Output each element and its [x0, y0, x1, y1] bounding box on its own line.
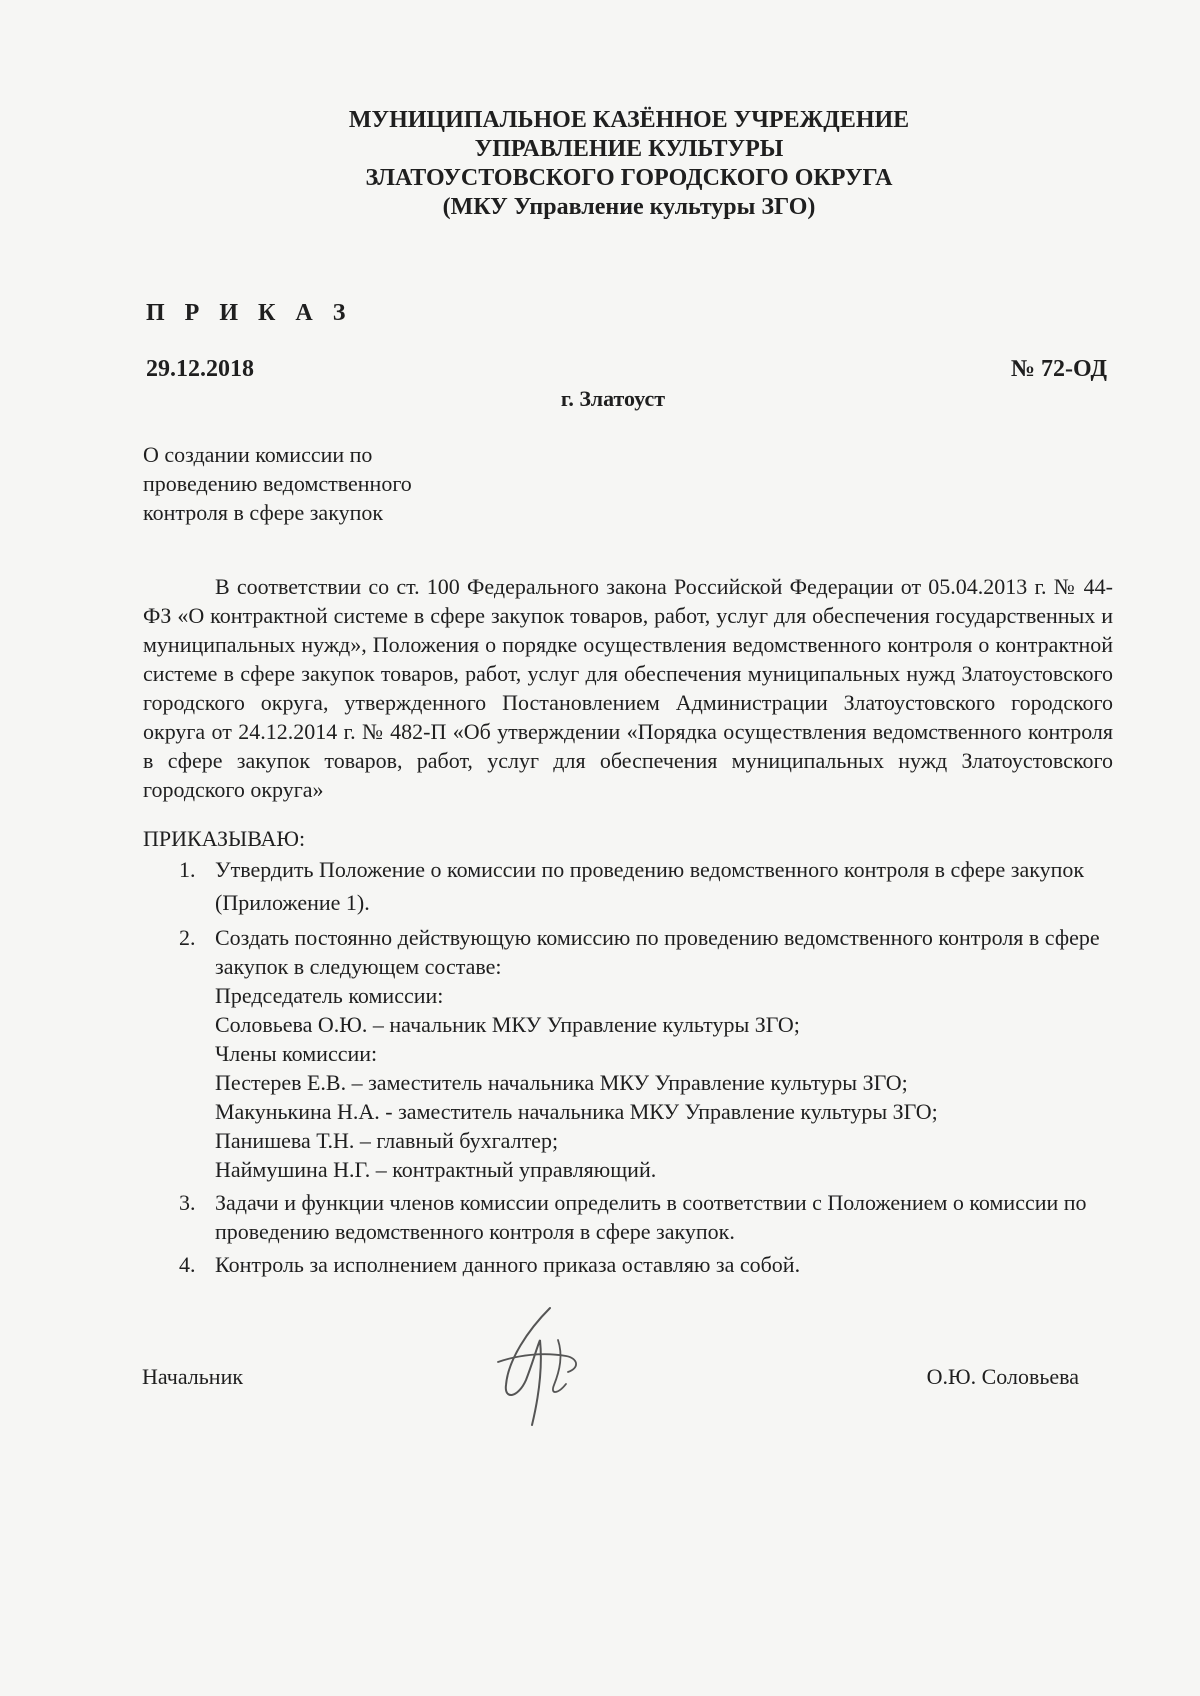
signatory-title: Начальник: [142, 1364, 244, 1389]
item-text: Задачи и функции членов комиссии определить в соответствии с Положением о комиссии по проведению ведомственного контроля в сфере закупок.: [215, 1190, 1087, 1244]
header-line-3: ЗЛАТОУСТОВСКОГО ГОРОДСКОГО ОКРУГА: [365, 165, 893, 191]
order-subject: [143, 440, 473, 527]
subject-line-1: О создании комиссии по: [143, 442, 373, 467]
organization-header: [0, 106, 1200, 222]
item-number: 3.: [179, 1190, 196, 1215]
order-number: № 72-ОД: [1010, 356, 1107, 382]
committee-members-label: Члены комиссии:: [215, 1041, 378, 1066]
order-city: г. Златоуст: [560, 386, 666, 411]
order-verb: ПРИКАЗЫВАЮ:: [143, 826, 306, 851]
handwritten-signature: [488, 1300, 598, 1430]
order-items-list: [143, 853, 1113, 1283]
subject-line-2: проведению ведомственного: [143, 471, 412, 496]
header-line-1: МУНИЦИПАЛЬНОЕ КАЗЁННОЕ УЧРЕЖДЕНИЕ: [348, 107, 910, 133]
list-item: [143, 1188, 1113, 1246]
item-text: Создать постоянно действующую комиссию по проведению ведомственного контроля в сфере закупок в следующем составе:: [215, 925, 1100, 979]
header-line-4: (МКУ Управление культуры ЗГО): [442, 194, 816, 220]
item-text: Контроль за исполнением данного приказа оставляю за собой.: [215, 1252, 801, 1277]
item-number: 4.: [179, 1252, 196, 1277]
order-date: 29.12.2018: [146, 356, 254, 382]
item-text: Утвердить Положение о комиссии по проведению ведомственного контроля в сфере закупок (Приложение 1).: [215, 857, 1085, 915]
subject-line-3: контроля в сфере закупок: [143, 500, 384, 525]
committee-chair-label: Председатель комиссии:: [215, 983, 444, 1008]
signatory-name: О.Ю. Соловьева: [926, 1364, 1079, 1389]
committee-member: Панишева Т.Н. – главный бухгалтер;: [215, 1128, 559, 1153]
order-title: П Р И К А З: [146, 300, 353, 326]
item-number: 2.: [179, 925, 196, 950]
list-item: [143, 1250, 1113, 1279]
preamble-paragraph: В соответствии со ст. 100 Федерального закона Российской Федерации от 05.04.2013 г. № 44-ФЗ «О контрактной системе в сфере закупок товаров, работ, услуг для обеспечения государственных и муниципальных нужд», Положения о порядке осуществления ведомственного контроля о контрактной системе в сфере закупок товаров, работ, услуг для обеспечения муниципальных нужд Златоустовского городского округа, утвержденного Постановлением Администрации Златоустовского городского округа от 24.12.2014 г. № 482-П «Об утверждении «Порядка осуществления ведомственного контроля в сфере закупок товаров, работ, услуг для обеспечения муниципальных нужд Златоустовского городского округа»: [143, 574, 1113, 802]
committee-chair: Соловьева О.Ю. – начальник МКУ Управление культуры ЗГО;: [215, 1012, 800, 1037]
committee-member: Наймушина Н.Г. – контрактный управляющий.: [215, 1157, 657, 1182]
committee-member: Макунькина Н.А. - заместитель начальника МКУ Управление культуры ЗГО;: [215, 1099, 938, 1124]
committee-member: Пестерев Е.В. – заместитель начальника МКУ Управление культуры ЗГО;: [215, 1070, 908, 1095]
list-item: [143, 853, 1113, 919]
item-number: 1.: [179, 857, 196, 882]
list-item: [143, 923, 1113, 1184]
header-line-2: УПРАВЛЕНИЕ КУЛЬТУРЫ: [474, 136, 784, 162]
